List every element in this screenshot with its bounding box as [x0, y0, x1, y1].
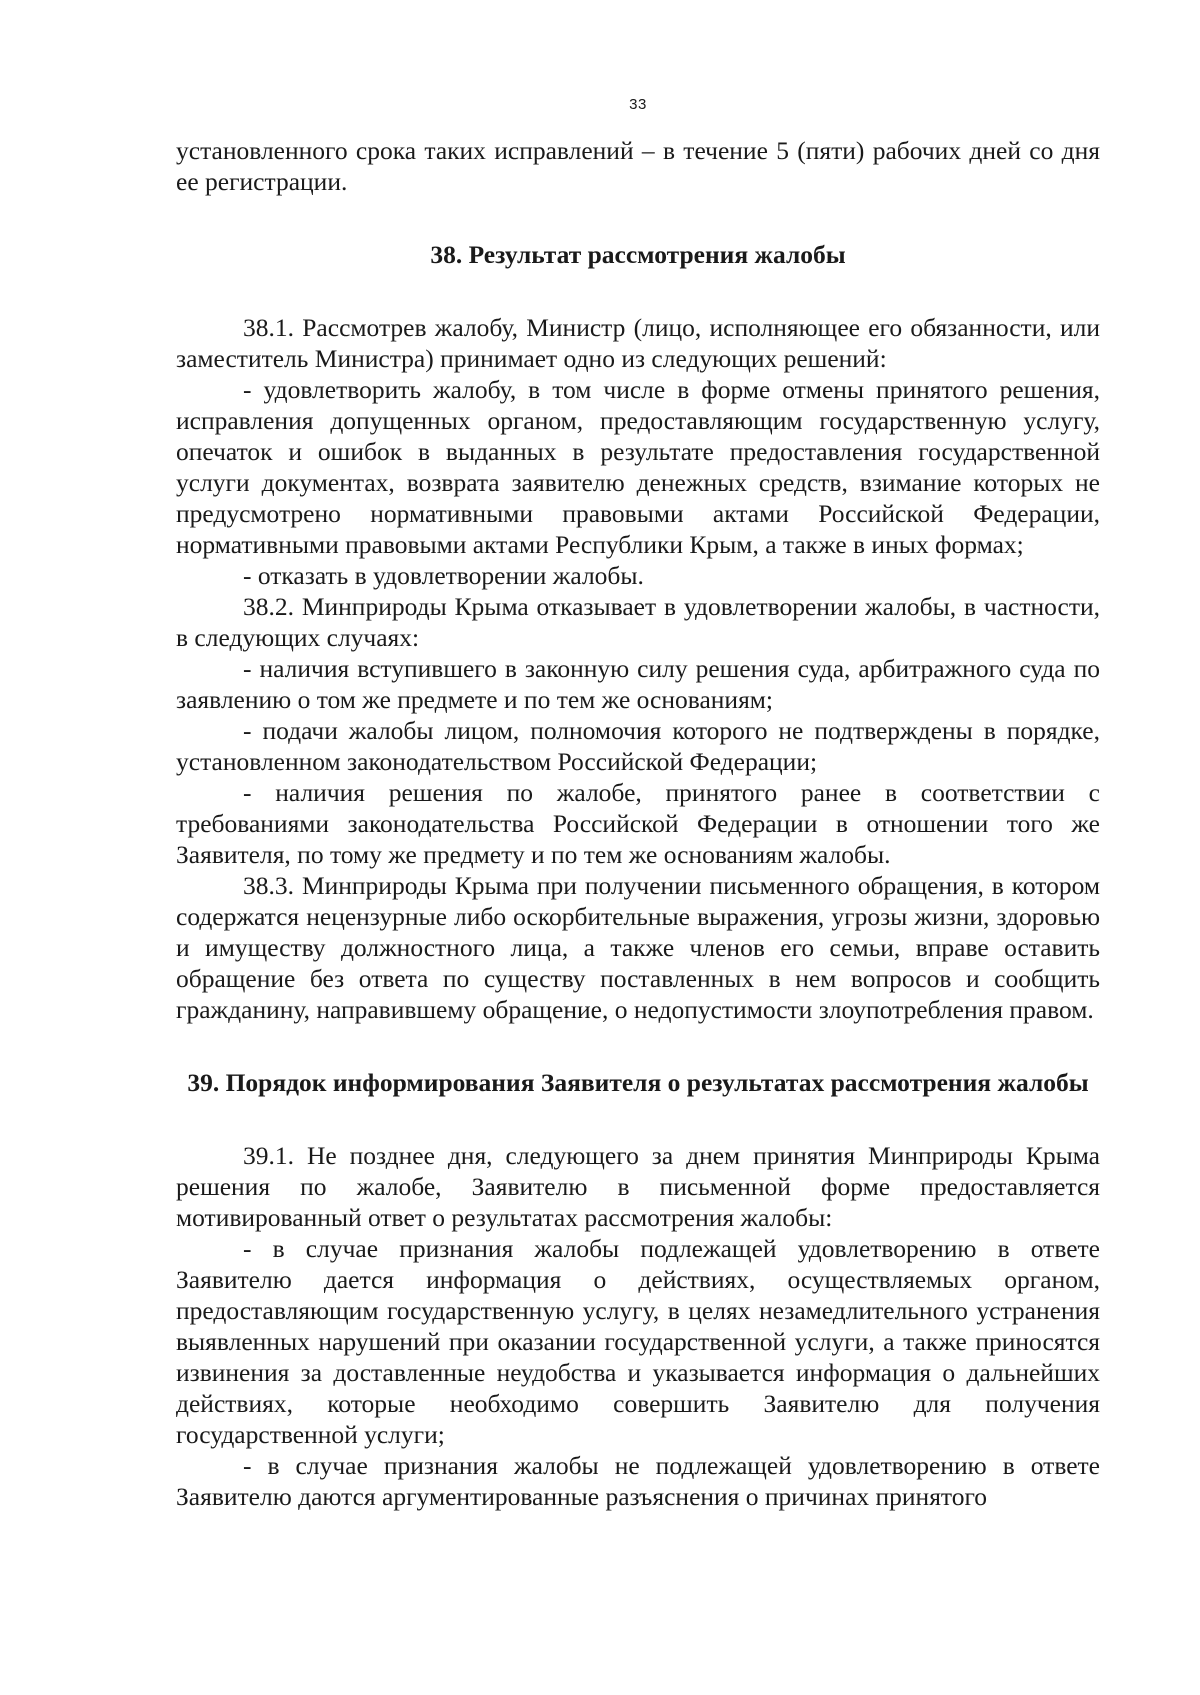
section-38-1-item-refuse: - отказать в удовлетворении жалобы.	[243, 561, 644, 590]
section-38-2-item-court: - наличия вступившего в законную силу решения суда, арбитражного суда по заявлению о том же предмете и по тем же основаниям;	[176, 654, 1100, 714]
section-39-1-paragraph: 39.1. Не позднее дня, следующего за днем принятия Минприроды Крыма решения по жалобе, Заявителю в письменной форме предоставляется мотивированный ответ о результатах рассмотрения жалобы:	[176, 1141, 1100, 1232]
section-38-2-item-previous-decision: - наличия решения по жалобе, принятого ранее в соответствии с требованиями законодательства Российской Федерации в отношении того же Заявителя, по тому же предмету и по тем же основаниям жалобы.	[176, 778, 1100, 869]
section-38-2-paragraph: 38.2. Минприроды Крыма отказывает в удовлетворении жалобы, в частности, в следующих случаях:	[176, 592, 1100, 652]
document-page	[176, 96, 1100, 1512]
section-39-1-item-satisfied: - в случае признания жалобы подлежащей удовлетворению в ответе Заявителю дается информация о действиях, осуществляемых органом, предоставляющим государственную услугу, в целях незамедлительного устранения выявленных нарушений при оказании государственной услуги, а также приносятся извинения за доставленные неудобства и указывается информация о дальнейших действиях, которые необходимо совершить Заявителю для получения государственной услуги;	[176, 1234, 1100, 1449]
section-38-1-paragraph: 38.1. Рассмотрев жалобу, Министр (лицо, исполняющее его обязанности, или заместитель Министра) принимает одно из следующих решений:	[176, 313, 1100, 373]
section-38-1-item-satisfy: - удовлетворить жалобу, в том числе в форме отмены принятого решения, исправления допущенных органом, предоставляющим государственную услугу, опечаток и ошибок в выданных в результате предоставления государственной услуги документах, возврата заявителю денежных средств, взимание которых не предусмотрено нормативными правовыми актами Российской Федерации, нормативными правовыми актами Республики Крым, а также в иных формах;	[176, 375, 1100, 559]
spacer	[176, 1098, 1100, 1140]
section-39-1-item-not-satisfied: - в случае признания жалобы не подлежащей удовлетворению в ответе Заявителю даются аргументированные разъяснения о причинах принятого	[176, 1451, 1100, 1511]
spacer	[176, 1025, 1100, 1067]
section-38-2-item-authority: - подачи жалобы лицом, полномочия которого не подтверждены в порядке, установленном законодательством Российской Федерации;	[176, 716, 1100, 776]
page-number: 33	[629, 96, 647, 113]
section-38-3-paragraph: 38.3. Минприроды Крыма при получении письменного обращения, в котором содержатся нецензурные либо оскорбительные выражения, угрозы жизни, здоровью и имуществу должностного лица, а также членов его семьи, вправе оставить обращение без ответа по существу поставленных в нем вопросов и сообщить гражданину, направившему обращение, о недопустимости злоупотребления правом.	[176, 871, 1100, 1024]
section-39-heading: 39. Порядок информирования Заявителя о результатах рассмотрения жалобы	[187, 1068, 1089, 1097]
spacer	[176, 270, 1100, 312]
section-38-heading: 38. Результат рассмотрения жалобы	[430, 240, 846, 269]
spacer	[176, 197, 1100, 239]
intro-paragraph: установленного срока таких исправлений – в течение 5 (пяти) рабочих дней со дня ее регистрации.	[176, 136, 1100, 196]
